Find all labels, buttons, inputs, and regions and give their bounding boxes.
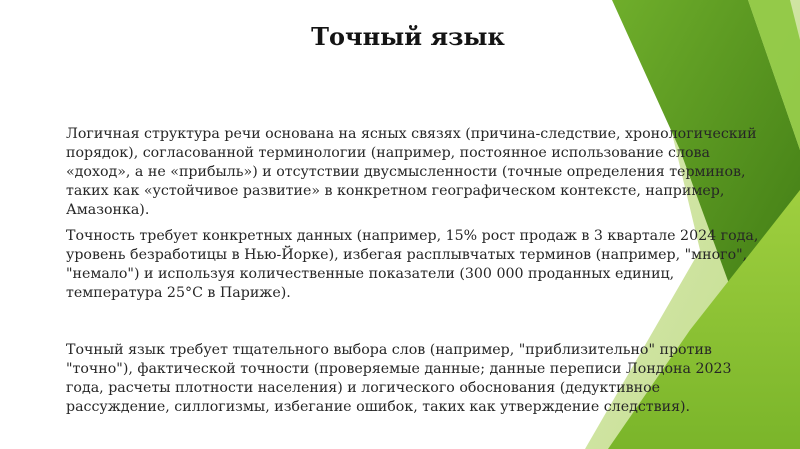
slide-title: Точный язык [311, 22, 505, 51]
paragraph-word-choice: Точный язык требует тщательного выбора слов (например, "приблизительно" против "точно"), фактической точности (проверяемые данные; данные переписи Лондона 2023 года, расчеты плотности населения) и логического обоснования (дедуктивное рассуждение, силлогизмы, избегание ошибок, таких как утверждение следствия). [66, 342, 732, 415]
paragraph-precision-data: Точность требует конкретных данных (например, 15% рост продаж в 3 квартале 2024 года, уровень безработицы в Нью-Йорке), избегая расплывчатых терминов (например, "много", "немало") и используя количественные показатели (300 000 проданных единиц, температура 25°С в Париже). [66, 228, 759, 301]
paragraph-logical-structure: Логичная структура речи основана на ясных связях (причина-следствие, хронологический порядок), согласованной терминологии (например, постоянное использование слова «доход», а не «прибыль») и отсутствии двусмысленности (точные определения терминов, таких как «устойчивое развитие» в конкретном географическом контексте, например, Амазонка). [66, 126, 757, 218]
slide-body [66, 125, 766, 417]
